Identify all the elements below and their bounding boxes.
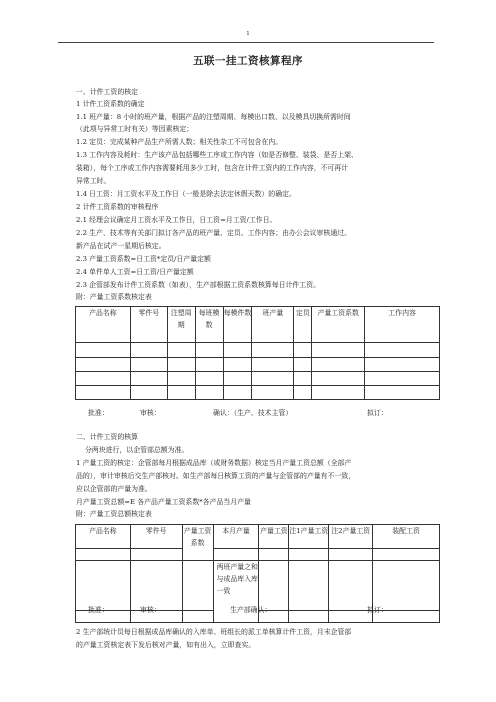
table-header-row (76, 525, 440, 549)
subsection-heading: 2 计件工资系数的审核程序 (76, 203, 159, 211)
header-cell: 零件号 (130, 525, 182, 549)
header-cell: 产量工资系数 (312, 307, 365, 343)
paragraph-line: 品的），审计审核后交生产部核对。如生产部每日核算工资的产量与企管部的产量有不一致， (76, 472, 356, 480)
paragraph-line: 1.3 工作内容及耗时：生产该产品包括哪些工序或工作内容（如是否修整、装袋、是否上架、 (76, 151, 358, 159)
table-row (76, 385, 440, 399)
table-row (76, 343, 440, 357)
header-cell: 零件号 (130, 307, 167, 343)
header-cell: 产品名称 (76, 307, 131, 343)
header-cell: 装配工资 (373, 525, 440, 549)
paragraph-line: 2.3 企管部发布计件工资系数（如表），生产部根据工资系数核算每日计件工资。 (76, 281, 320, 289)
paragraph-line: 2 生产部统计员每日根据成品库确认的入库单、班组长的派工单核算计件工资，月末企管部 (76, 628, 352, 636)
paragraph-line: 2.4 单件单人工资=日工资/日产量定额 (76, 268, 194, 276)
paragraph-line: 2.1 经理会议确定月工资水平及工作日，日工资=月工资/工作日。 (76, 216, 277, 224)
section-heading: 二、计件工资的核算 (76, 433, 139, 441)
review-label: 审核： (140, 409, 161, 417)
paragraph-line: （此项与异常工时有关）等因素核定； (76, 125, 194, 133)
note-cell: 两班产量之和与成品库入库一致 (213, 561, 259, 623)
header-cell: 产量工资 (259, 525, 289, 549)
paragraph-line: 1.4 日工资：月工资水平及工作日（一般是除去法定休假天数）的确定。 (76, 190, 296, 198)
confirm-label: 确认：（生产、技术主管） (213, 409, 293, 417)
header-cell: 工作内容 (365, 307, 440, 343)
draft-label: 拟订： (367, 606, 388, 614)
header-cell: 班产量 (252, 307, 294, 343)
paragraph-line: 分两块进行，以企管部总额为准。 (85, 446, 189, 454)
header-cell: 注塑周期 (167, 307, 195, 343)
header-cell: 注1产量工资 (289, 525, 329, 549)
table-row (76, 561, 440, 611)
confirm-label: 生产部确认： (230, 606, 272, 614)
coefficient-table (75, 306, 440, 400)
header-cell: 定员 (294, 307, 312, 343)
approve-label: 批准： (88, 409, 109, 417)
paragraph-line: 2.2 生产、技术等有关部门拟订各产品的班产量、定员、工作内容；由办公会议审核通过。 (76, 229, 351, 237)
approve-label: 批准： (88, 606, 109, 614)
draft-label: 拟订： (367, 409, 388, 417)
header-cell: 产品名称 (76, 525, 131, 549)
formula-line: 月产量工资总额=E 各产品产量工资系数*各产品当月产量 (76, 498, 251, 506)
section-heading: 一、计件工资的核定 (76, 88, 139, 96)
header-rule (58, 42, 434, 43)
subsection-heading: 1 计件工资系数的确定 (76, 100, 145, 108)
header-cell: 本月产量 (213, 525, 259, 549)
paragraph-line: 的产量工资核定表下发后核对产量，如有出入，立即查实。 (76, 641, 256, 649)
page-number: 1 (246, 31, 250, 37)
table-header-row (76, 307, 440, 343)
header-cell: 每班模数 (195, 307, 223, 343)
paragraph-line: 1 产量工资的核定：企管部每月根据成品库（或财务数据）核定当月产量工资总额（全部产 (76, 459, 352, 467)
table-caption: 附：产量工资系数核定表 (76, 293, 152, 301)
header-cell: 每模件数 (223, 307, 252, 343)
review-label: 审核： (140, 606, 161, 614)
paragraph-line: 应以企管部的产量为准。 (76, 485, 152, 493)
paragraph-line: 新产品在试产一星期后核定。 (76, 242, 166, 250)
paragraph-line: 2.3 产量工资系数=日工资*定员/日产量定额 (76, 255, 211, 263)
paragraph-line: 装箱），每个工序或工作内容需要耗用多少工时，包含在计件工资内的工作内容，不可再计 (76, 164, 349, 172)
table-row (76, 357, 440, 371)
paragraph-line: 1.1 班产量：8 小时的班产量，根据产品的注塑周期、每模出口数、以及模具切换所需时间 (76, 113, 351, 121)
table-caption: 附：产量工资总额核定表 (76, 510, 152, 518)
document-title: 五联一挂工资核算程序 (193, 55, 303, 67)
paragraph-line: 异常工时。 (76, 177, 111, 185)
header-cell: 产量工资系数 (182, 525, 213, 561)
header-cell: 注2产量工资 (329, 525, 373, 549)
table-row (76, 371, 440, 385)
table-row (76, 549, 440, 561)
paragraph-line: 1.2 定员：完成某种产品生产所需人数；相关性杂工不可包含在内。 (76, 138, 283, 146)
